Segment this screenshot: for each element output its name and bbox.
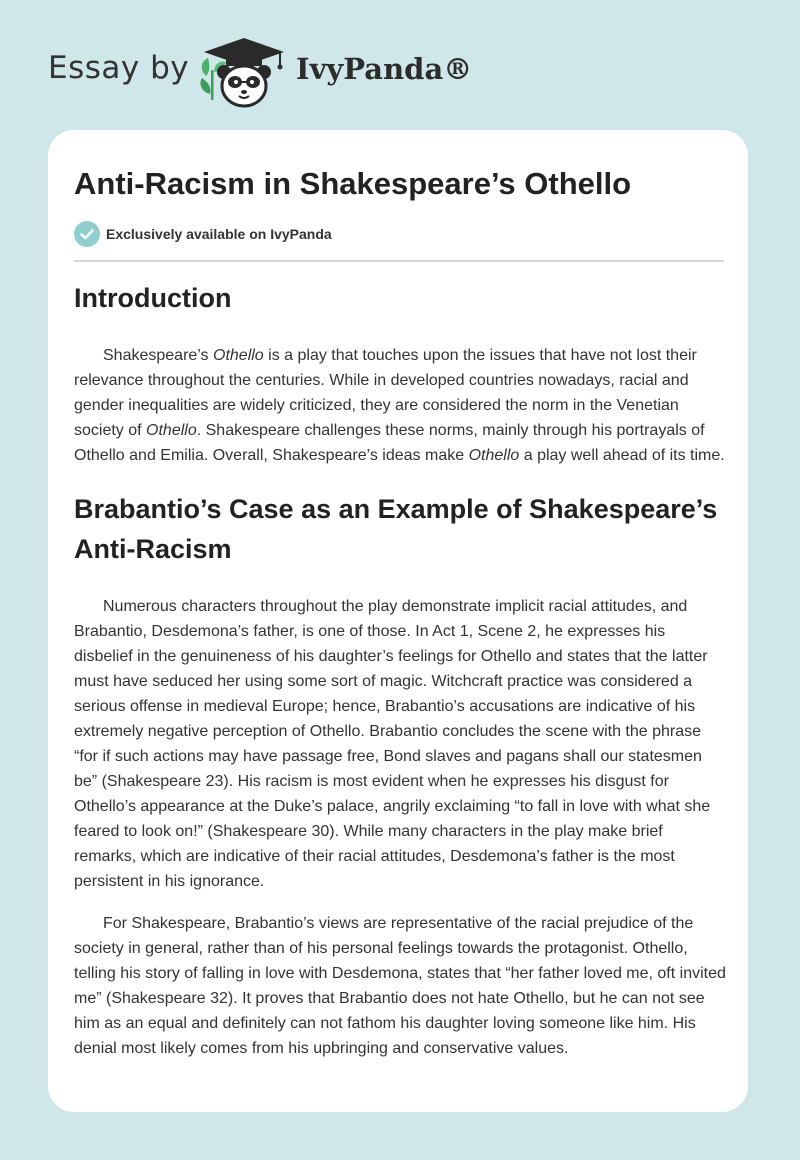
site-header: [0, 0, 800, 130]
section-heading-brabantio: Brabantio’s Case as an Example of Shakespeare’s Anti-Racism: [74, 494, 718, 564]
panda-logo-icon: [196, 36, 292, 110]
paragraph-brabantio-2: For Shakespeare, Brabantio’s views are representative of the racial prejudice of the society in general, rather than of his personal feelings towards the protagonist. Othello, telling his story of falling in love with Desdemona, states that “her father loved me, oft invited me” (Shakespeare 32). It proves that Brabantio does not hate Othello, but he can not see him as an equal and definitely can not fathom his daughter loving someone like him. His denial most likely comes from his upbringing and conservative values.: [74, 915, 726, 1057]
paragraph-introduction: [74, 343, 726, 468]
play-title: Othello: [146, 422, 197, 439]
essay-body: [74, 278, 726, 1061]
paragraph-text: a play well ahead of its time.: [519, 447, 725, 464]
play-title: Othello: [213, 347, 264, 364]
brand-prefix: Essay by: [48, 50, 190, 86]
play-title: Othello: [468, 447, 520, 464]
essay-title: Anti-Racism in Shakespeare’s Othello: [74, 166, 632, 201]
paragraph-text: . Shakespeare challenges these norms, mainly through his portrayals of Othello and Emilia. Overall, Shakespeare’s ideas make: [74, 422, 705, 464]
paragraph-text: is a play that touches upon the issues that have not lost their relevance throughout the centuries. While in developed countries nowadays, racial and gender inequalities are widely criticized, they are considered the norm in the Venetian society of: [74, 347, 697, 439]
title-divider: [74, 260, 724, 262]
essay-card: [48, 130, 748, 1112]
paragraph-text: Shakespeare’s: [103, 347, 213, 364]
paragraph-brabantio-1: Numerous characters throughout the play demonstrate implicit racial attitudes, and Brabantio, Desdemona’s father, is one of those. In Act 1, Scene 2, he expresses his disbelief in the genuineness of his daughter’s feelings for Othello and states that the latter must have seduced her using some sort of magic. Witchcraft practice was considered a serious offense in medieval Europe; hence, Brabantio’s accusations are indicative of his extremely negative perception of Othello. Brabantio concludes the scene with the phrase “for if such actions may have passage free, Bond slaves and pagans shall our statesmen be” (Shakespeare 23). His racism is most evident when he expresses his disgust for Othello’s appearance at the Duke’s palace, angrily exclaiming “to fall in love with what she feared to look on!” (Shakespeare 30). While many characters in the play make brief remarks, which are indicative of their racial attitudes, Desdemona’s father is the most persistent in his ignorance.: [74, 598, 711, 890]
brand-name: IvyPanda®: [296, 52, 473, 86]
exclusive-label: Exclusively available on IvyPanda: [106, 226, 332, 242]
check-circle-icon: [74, 221, 100, 247]
exclusive-badge: [74, 221, 332, 247]
section-heading-introduction: Introduction: [74, 283, 232, 313]
